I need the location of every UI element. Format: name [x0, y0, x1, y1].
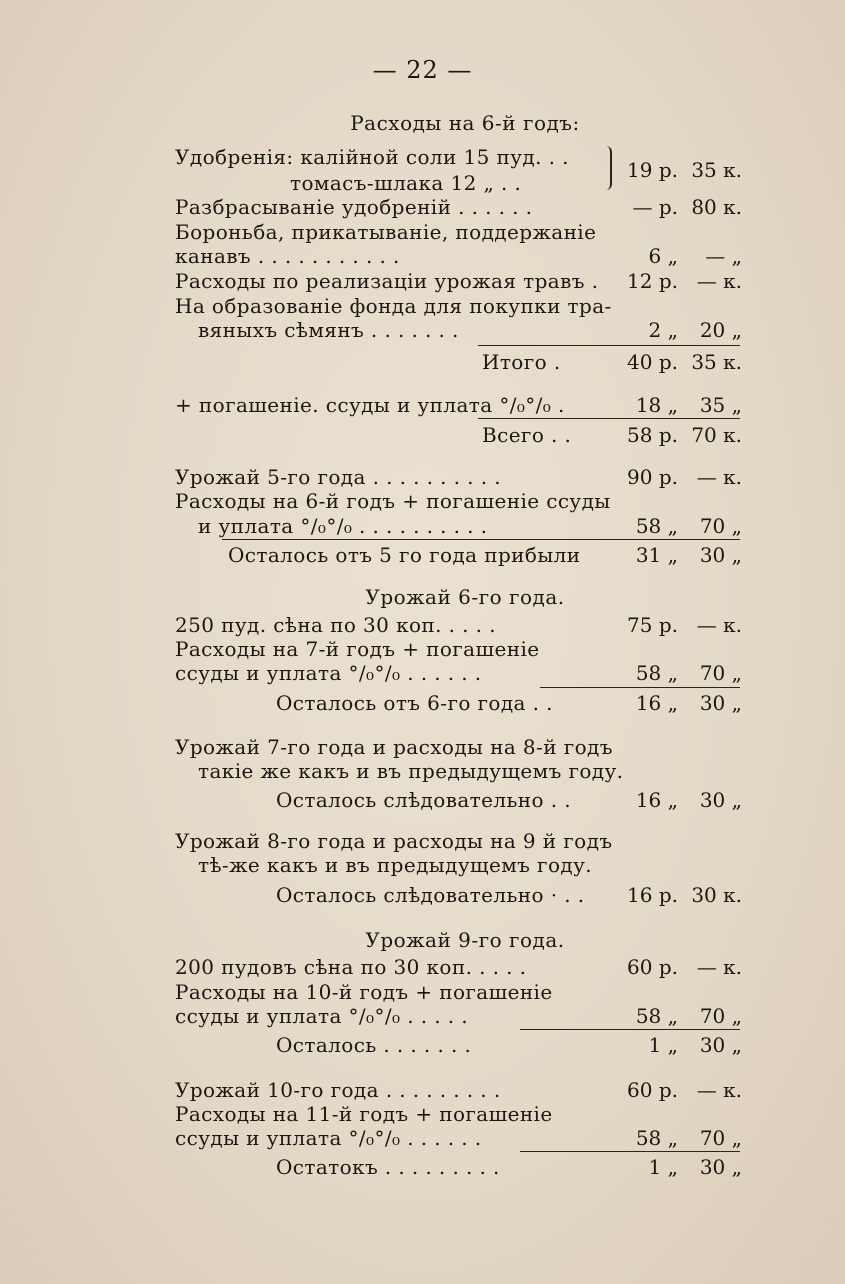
amount-rub: 12 р.	[627, 269, 678, 293]
line-expenses-6: Расходы на 6-й годъ + погашеніе ссуды	[175, 489, 611, 513]
amount-rub: 16 „	[635, 691, 678, 715]
line-expenses-10: Расходы на 10-й годъ + погашеніе	[175, 980, 553, 1004]
amount-rub: 40 р.	[627, 350, 678, 374]
amount-kop: 70 „	[699, 661, 742, 685]
amount-kop: 30 к.	[691, 883, 742, 907]
amount-kop: 30 „	[699, 788, 742, 812]
line-expenses-7: Расходы на 7-й годъ + погашеніе	[175, 637, 540, 661]
amount-kop: 70 к.	[691, 423, 742, 447]
amount-rub: 16 р.	[627, 883, 678, 907]
amount-kop: — к.	[696, 269, 742, 293]
amount-rub: 16 „	[635, 788, 678, 812]
sum-rule	[520, 1029, 740, 1030]
line-expenses-11-cont: ссуды и уплата °/₀°/₀ . . . . . .	[175, 1126, 482, 1150]
amount-rub: 19 р.	[627, 158, 678, 182]
line-fertilizer-potash: Удобренія: калійной соли 15 пуд. . .	[175, 145, 569, 169]
amount-rub: 1 „	[648, 1033, 678, 1057]
amount-kop: 70 „	[699, 1004, 742, 1028]
amount-rub: 75 р.	[627, 613, 678, 637]
amount-rub: 58 „	[635, 514, 678, 538]
amount-kop: 30 „	[699, 691, 742, 715]
amount-rub: 2 „	[648, 318, 678, 342]
line-yield-5: Урожай 5-го года . . . . . . . . . .	[175, 465, 501, 489]
line-loan-repayment: + погашеніе. ссуды и уплата °/₀°/₀ .	[175, 393, 565, 417]
line-left-9: Осталось . . . . . . .	[276, 1033, 472, 1057]
line-left-7: Осталось слѣдовательно . .	[276, 788, 571, 812]
sum-rule	[520, 1151, 740, 1152]
line-remainder: Остатокъ . . . . . . . . .	[276, 1155, 500, 1179]
line-fund-seeds: вяныхъ сѣмянъ . . . . . . .	[198, 318, 459, 342]
amount-kop: 35 к.	[691, 350, 742, 374]
amount-rub: 60 р.	[627, 1078, 678, 1102]
sum-rule	[540, 687, 740, 688]
line-yield-8: Урожай 8-го года и расходы на 9 й годъ	[175, 829, 613, 853]
line-itogo: Итого .	[482, 350, 561, 374]
amount-kop: 70 „	[699, 1126, 742, 1150]
line-yield-10: Урожай 10-го года . . . . . . . . .	[175, 1078, 501, 1102]
amount-kop: 35 к.	[691, 158, 742, 182]
line-expenses-11: Расходы на 11-й годъ + погашеніе	[175, 1102, 553, 1126]
amount-kop: 80 к.	[691, 195, 742, 219]
amount-rub: 18 „	[635, 393, 678, 417]
line-yield-7: Урожай 7-го года и расходы на 8-й годъ	[175, 735, 613, 759]
amount-rub: 58 р.	[627, 423, 678, 447]
amount-rub: 60 р.	[627, 955, 678, 979]
amount-kop: 30 „	[699, 1155, 742, 1179]
line-yield-7-cont: такіе же какъ и въ предыдущемъ году.	[198, 759, 624, 783]
sum-rule	[222, 539, 740, 540]
amount-kop: — к.	[696, 613, 742, 637]
sum-rule	[478, 345, 740, 346]
amount-rub: 58 „	[635, 1126, 678, 1150]
amount-kop: — „	[705, 244, 742, 268]
line-fertilizer-thomas-slag: томасъ-шлака 12 „ . .	[290, 171, 522, 195]
amount-kop: 35 „	[699, 393, 742, 417]
amount-rub: 58 „	[635, 1004, 678, 1028]
section-heading-yield-6: Урожай 6-го года.	[365, 585, 565, 609]
amount-rub: — р.	[632, 195, 678, 219]
amount-kop: — к.	[696, 955, 742, 979]
amount-kop: 30 „	[699, 543, 742, 567]
amount-kop: 30 „	[699, 1033, 742, 1057]
line-ditches: канавъ . . . . . . . . . . .	[175, 244, 400, 268]
line-harrowing: Бороньба, прикатываніе, поддержаніе	[175, 220, 597, 244]
line-spreading: Разбрасываніе удобреній . . . . . .	[175, 195, 533, 219]
line-hay-9: 200 пудовъ сѣна по 30 коп. . . . .	[175, 955, 527, 979]
amount-rub: 90 р.	[627, 465, 678, 489]
line-expenses-6-cont: и уплата °/₀°/₀ . . . . . . . . . .	[198, 514, 488, 538]
line-left-8: Осталось слѣдовательно · . .	[276, 883, 585, 907]
amount-kop: 70 „	[699, 514, 742, 538]
line-fund: На образованіе фонда для покупки тра-	[175, 294, 612, 318]
line-vsego: Всего . .	[482, 423, 572, 447]
line-expenses-7-cont: ссуды и уплата °/₀°/₀ . . . . . .	[175, 661, 482, 685]
sum-rule	[478, 418, 740, 419]
line-left-6: Осталось отъ 6-го года . .	[276, 691, 553, 715]
line-yield-8-cont: тѣ-же какъ и въ предыдущемъ году.	[198, 853, 593, 877]
amount-kop: 20 „	[699, 318, 742, 342]
section-heading-yield-9: Урожай 9-го года.	[365, 928, 565, 952]
amount-rub: 1 „	[648, 1155, 678, 1179]
amount-rub: 58 „	[635, 661, 678, 685]
amount-rub: 31 „	[635, 543, 678, 567]
amount-kop: — к.	[696, 465, 742, 489]
line-expenses-10-cont: ссуды и уплата °/₀°/₀ . . . . .	[175, 1004, 469, 1028]
section-heading-expenses: Расходы на 6-й годъ:	[350, 111, 580, 135]
page-number: — 22 —	[372, 56, 473, 84]
line-realization: Расходы по реализаціи урожая травъ .	[175, 269, 599, 293]
line-hay-6: 250 пуд. сѣна по 30 коп. . . . .	[175, 613, 496, 637]
line-left-5: Осталось отъ 5 го года прибыли	[228, 543, 581, 567]
amount-kop: — к.	[696, 1078, 742, 1102]
amount-rub: 6 „	[648, 244, 678, 268]
